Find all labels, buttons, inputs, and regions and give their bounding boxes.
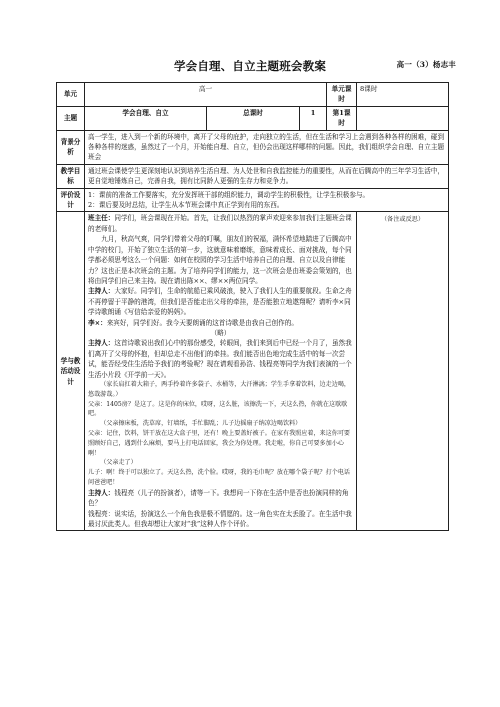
speaker: 李×： xyxy=(88,318,107,327)
total-hours-label: 总课时 xyxy=(207,106,300,130)
speaker: 主持人： xyxy=(88,287,115,296)
background-text: 高一学生，进入到一个新的环境中，离开了父母的庇护，走向独立的生活，但在生活和学习上会遇到各种各样的困难，碰到各种各样的迷惑，虽然过了一个月，开始能自理、自立，但仍会出现这样哪样的问题。因此，我们组织学会自理、自立主题班会 xyxy=(85,130,449,164)
script-paragraph: 儿子：啊！终于可以独立了。天这么热，洗个脸。哎呀，我的毛巾呢？放在哪个袋子呢？打个电话问爸爸吧！ xyxy=(88,469,351,486)
total-hours-value: 1 xyxy=(300,106,327,130)
speaker: 主持人： xyxy=(88,488,115,497)
lesson-number: 第1课时 xyxy=(327,106,357,130)
goal-text: 通过班会课使学生更深刻地认识到培养生活自理、为人处世和自我监控能力的重要性，从而在后腾高中的三年学习生活中，更自觉地锤炼自己，完善自我，拥有比同龄人更强的生存力和竞争力。 xyxy=(85,164,449,188)
remarks-column: （备注或反思） xyxy=(357,212,449,531)
topic-row-empty xyxy=(357,106,449,130)
evaluation-label: 评价设计 xyxy=(57,188,85,212)
script-paragraph: 父亲：记住，饮料，饼干放在这大盒子里，还有！晚上要盖好被子。在家有我照应着，来这你可要照顾好自己，遇到什么麻烦，要马上打电话回家，我会为你处理。我走啦，你自己可要多加小心啊！ xyxy=(88,429,351,457)
script-paragraph: 九月，秋高气爽，同学们带着父母的叮嘱，朋友们的祝福，满怀希望地踏进了后腾高中中学的校门，开始了独立生活的第一步，这就意味着磨练，意味着成长、面对挑战，每个同学都必须思考这么一个问题：如何在校园的学习生活中培养自己的自理、自立以及自律能力？这也正是本次班会的主题。为了培养同学们的能力，这一次班会是由班委会策划的，也将由同学们自己来主持。现在请出陈××、缪××两位同学。 xyxy=(88,235,352,285)
process-content xyxy=(85,212,357,531)
evaluation-point-1: 1：课前的准备工作要落实，充分发挥班干部的组织能力，调动学生的积极性，让学生积极参与。 xyxy=(88,190,370,199)
unit-value: 高一 xyxy=(85,83,327,107)
topic-row xyxy=(57,106,449,130)
stage-direction: （父亲走了） xyxy=(100,459,137,467)
topic-label: 主题 xyxy=(57,106,85,130)
goal-row xyxy=(57,164,449,188)
process-row xyxy=(57,212,449,531)
goal-label: 教学目标 xyxy=(57,164,85,188)
lesson-plan-table xyxy=(56,82,449,531)
process-label: 学与教活动设计 xyxy=(57,212,85,531)
script-paragraph: 钱程亮（儿子的扮演者），请等一下。我想问一下你在生活中是否也扮演同样的角色？ xyxy=(88,488,349,508)
speaker: 主持人： xyxy=(88,339,115,348)
evaluation-row xyxy=(57,188,449,212)
script-paragraph: （略） xyxy=(210,328,231,337)
script-paragraph: 大家好。同学们，生命的航船已乘风破浪，驶入了我们人生的重要航段。生命之舟不再停留于平静的港湾，但我们是否能走出父母的牵挂，是否能独立地遨翔呢？请听李×同学诗歌朗诵《写信给亲爱的妈妈》。 xyxy=(88,287,352,317)
lesson-plan-title: 学会自理、自立主题班会教案 xyxy=(173,59,327,73)
page-title xyxy=(0,58,500,74)
script-paragraph: 父亲：1405房？是这了。这是你的床位，哎呀，这么脏，该擦洗一下，天这么热，你就在这歇歇吧。 xyxy=(88,400,348,418)
unit-hours-value: 8课时 xyxy=(357,83,449,107)
stage-direction: （家长肩扛着大箱子，两手拎着许多袋子、水桶等，大汗淋漓；学生手拿着饮料，边走边喝，悠哉游哉。） xyxy=(88,380,351,398)
class-teacher: 高一（3）杨志丰 xyxy=(396,60,456,69)
script-paragraph: 来宾好，同学们好。我今天要朗诵的这首诗歌是由我自己创作的。 xyxy=(106,318,298,327)
script-paragraph: 钱程亮：说实话，扮演这么一个角色我是极不情愿的。这一角色实在太丢脸了。在生活中我最讨厌此类人。但我却想让大家对“我”这种人作个评价。 xyxy=(88,509,352,528)
speaker: 班主任： xyxy=(88,214,115,223)
script-paragraph: 同学们，班会课现在开始。首先，让我们以热烈的掌声欢迎来参加我们主题班会课的老师们。 xyxy=(88,214,352,233)
topic-value: 学会自理、自立 xyxy=(85,106,207,130)
unit-label: 单元 xyxy=(57,83,85,107)
unit-row xyxy=(57,83,449,107)
background-row xyxy=(57,130,449,164)
evaluation-content xyxy=(85,188,449,212)
evaluation-point-2: 2：课后要及时总结，让学生从本节班会课中真正学到有用的东西。 xyxy=(88,201,284,210)
background-label: 背景分析 xyxy=(57,130,85,164)
script-paragraph: 这首诗歌说出我们心中的那份感受，转眼间，我们来到后中已经一个月了，虽然我们离开了父母的怀抱，但却总走不出他们的牵挂。我们能否出色地完成生活中的每一次尝试，能否经受住生活给予我们的考验呢？现在请观看孙浩、钱程亮等同学为我们表演的一个生活小片段《开学前一天》。 xyxy=(88,339,352,379)
unit-hours-label: 单元课时 xyxy=(327,83,357,107)
stage-direction: （父亲擦床板，洗草席，钉墙纸，手忙脚乱；儿子边摇扇子纳凉边喝饮料） xyxy=(100,420,302,428)
